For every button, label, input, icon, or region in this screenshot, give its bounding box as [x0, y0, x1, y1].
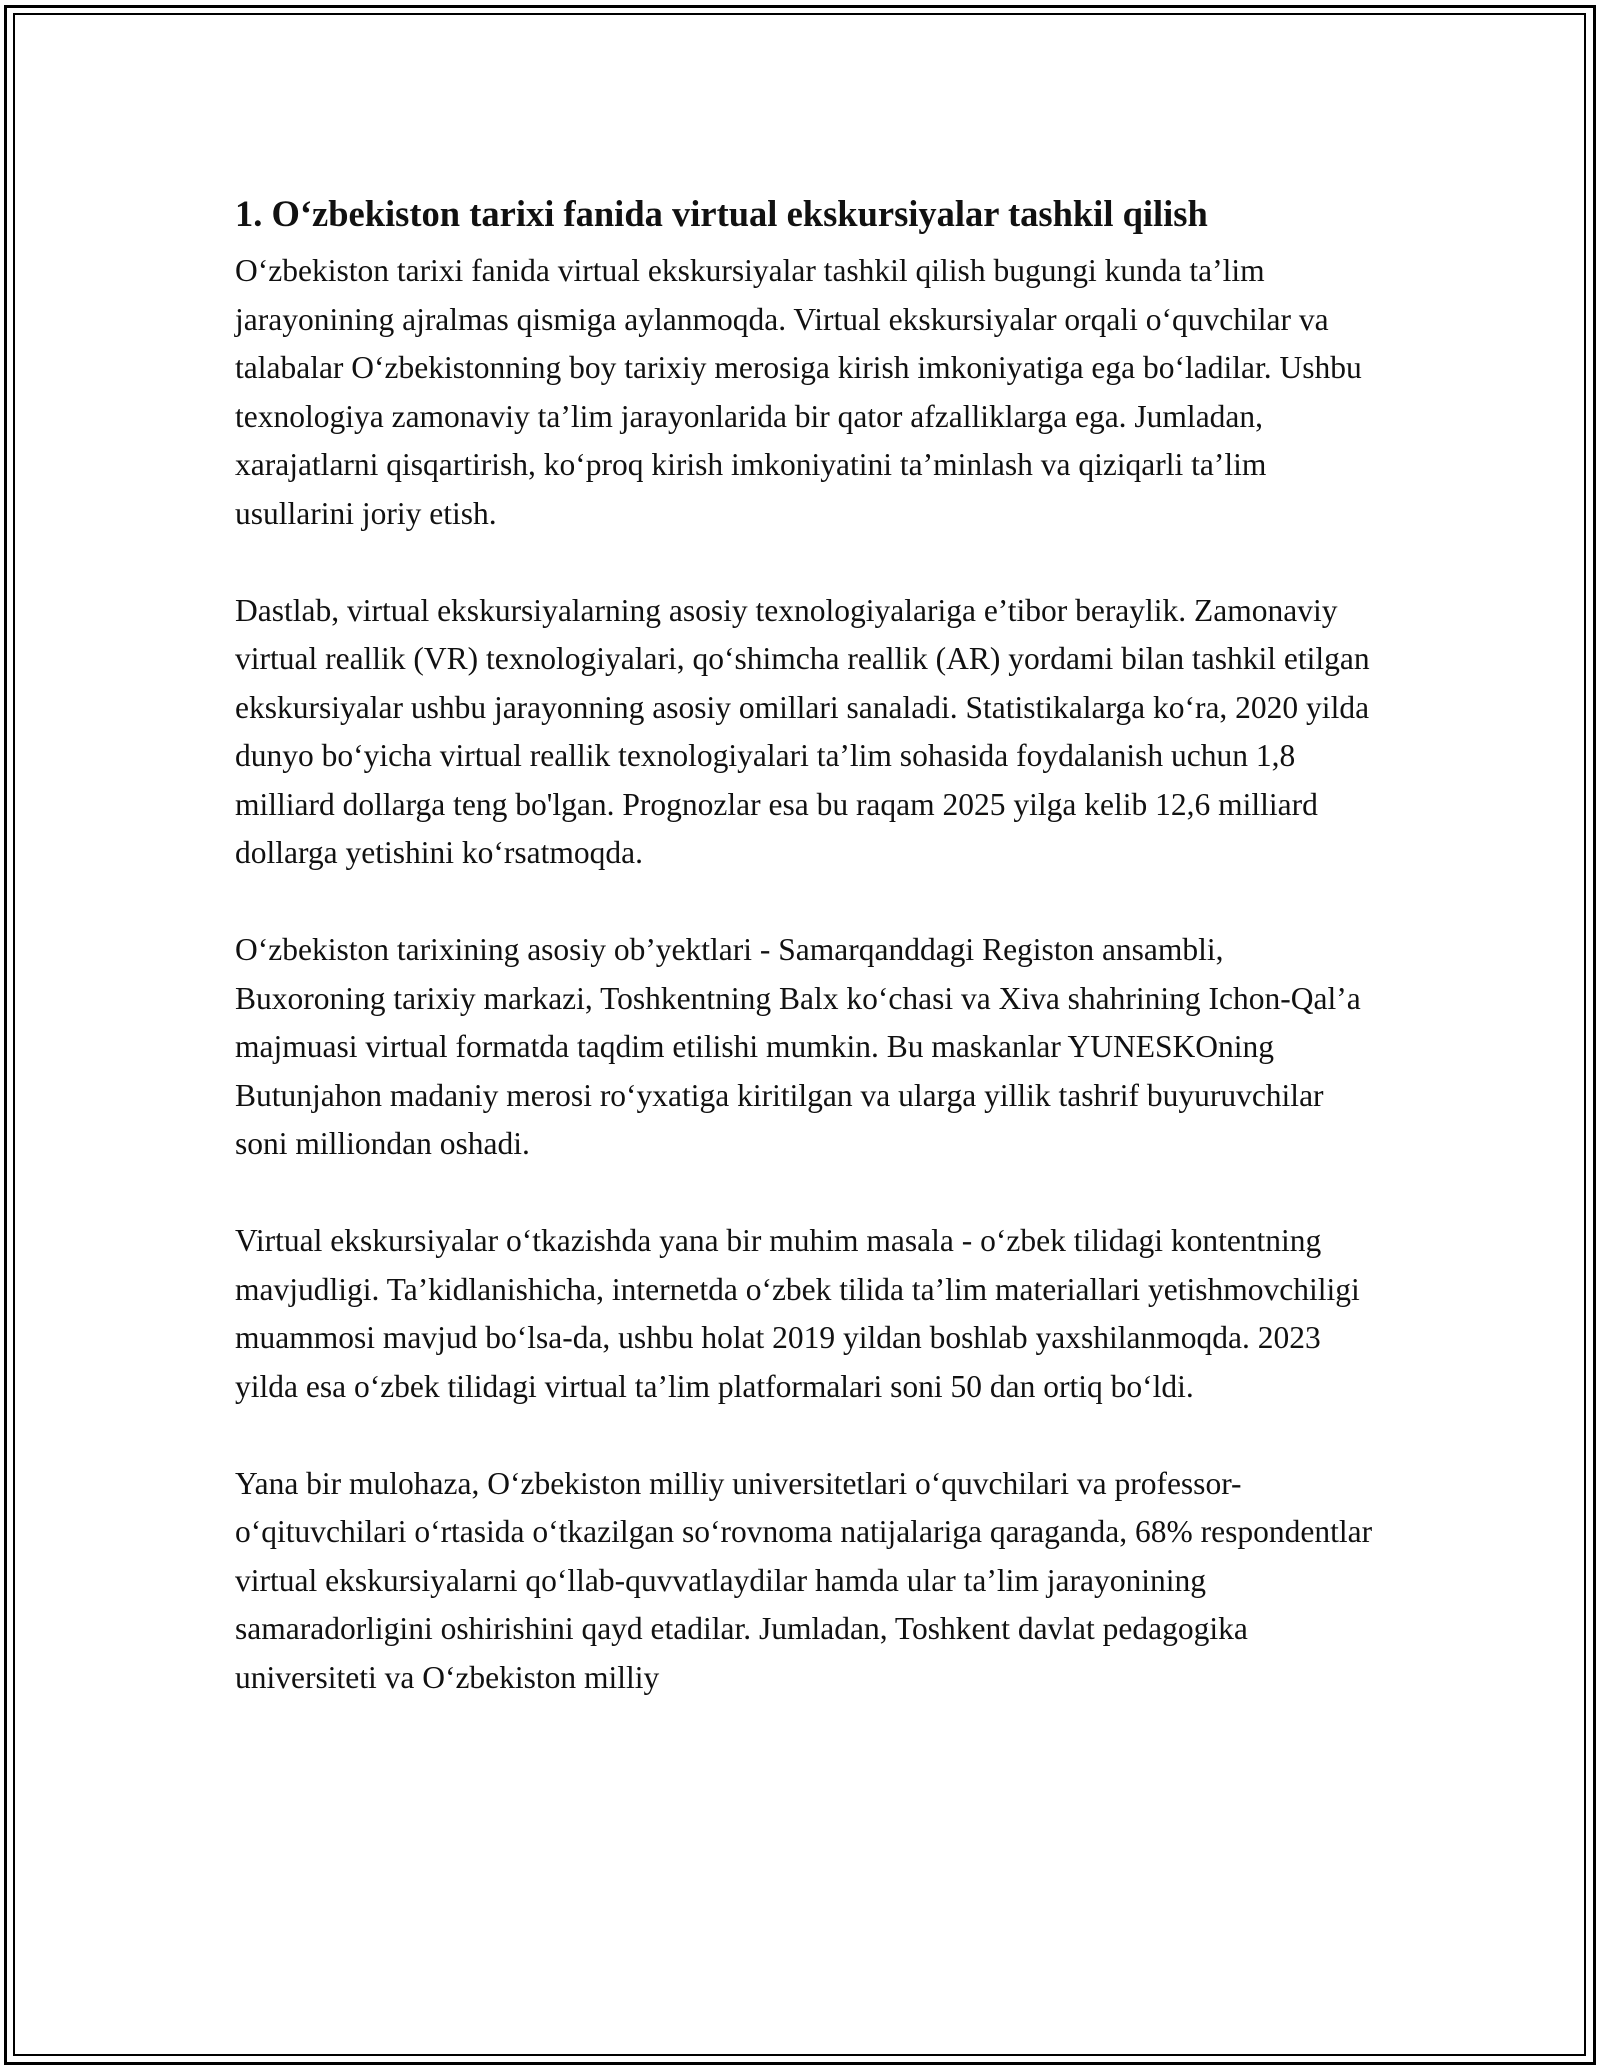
paragraph-uzbek-content: Virtual ekskursiyalar o‘tkazishda yana bir muhim masala - o‘zbek tilidagi kontentning mavjudligi. Ta’kidlanishicha, internetda o‘zbek tilida ta’lim materiallari yetishmovchiligi muammosi mavjud bo‘lsa-da, ushbu holat 2019 yildan boshlab yaxshilanmoqda. 2023 yilda esa o‘zbek tilidagi virtual ta’lim platformalari soni 50 dan ortiq bo‘ldi.	[235, 1223, 1360, 1404]
paragraph-historic-sites: O‘zbekiston tarixining asosiy ob’yektlari - Samarqanddagi Registon ansambli, Buxoroning tarixiy markazi, Toshkentning Balx ko‘chasi va Xiva shahrining Ichon-Qal’a majmuasi virtual formatda taqdim etilishi mumkin. Bu maskanlar YUNESKOning Butunjahon madaniy merosi ro‘yxatiga kiritilgan va ularga yillik tashrif buyuruvchilar soni milliondan oshadi.	[235, 932, 1361, 1161]
paragraph-technologies: Dastlab, virtual ekskursiyalarning asosiy texnologiyalariga e’tibor beraylik. Zamonaviy virtual reallik (VR) texnologiyalari, qo‘shimcha reallik (AR) yordami bilan tashkil etilgan ekskursiyalar ushbu jarayonning asosiy omillari sanaladi. Statistikalarga ko‘ra, 2020 yilda dunyo bo‘yicha virtual reallik texnologiyalari ta’lim sohasida foydalanish uchun 1,8 milliard dollarga teng bo'lgan. Prognozlar esa bu raqam 2025 yilga kelib 12,6 milliard dollarga yetishini ko‘rsatmoqda.	[235, 592, 1370, 870]
paragraph-survey: Yana bir mulohaza, O‘zbekiston milliy universitetlari o‘quvchilari va professor-o‘qituvchilari o‘rtasida o‘tkazilgan so‘rovnoma natijalariga qaraganda, 68% respondentlar virtual ekskursiyalarni qo‘llab-quvvatlaydilar hamda ular ta’lim jarayonining samaradorligini oshirishini qayd etadilar. Jumladan, Toshkent davlat pedagogika universiteti va O‘zbekiston milliy	[235, 1465, 1373, 1695]
paragraph-intro: O‘zbekiston tarixi fanida virtual ekskursiyalar tashkil qilish bugungi kunda ta’lim jarayonining ajralmas qismiga aylanmoqda. Virtual ekskursiyalar orqali o‘quvchilar va talabalar O‘zbekistonning boy tarixiy merosiga kirish imkoniyatiga ega bo‘ladilar. Ushbu texnologiya zamonaviy ta’lim jarayonlarida bir qator afzalliklarga ega. Jumladan, xarajatlarni qisqartirish, ko‘proq kirish imkoniyatini ta’minlash va qiziqarli ta’lim usullarini joriy etish.	[235, 253, 1362, 531]
document-body	[235, 178, 1375, 1751]
section-heading: 1. O‘zbekiston tarixi fanida virtual ekskursiyalar tashkil qilish	[235, 193, 1208, 234]
